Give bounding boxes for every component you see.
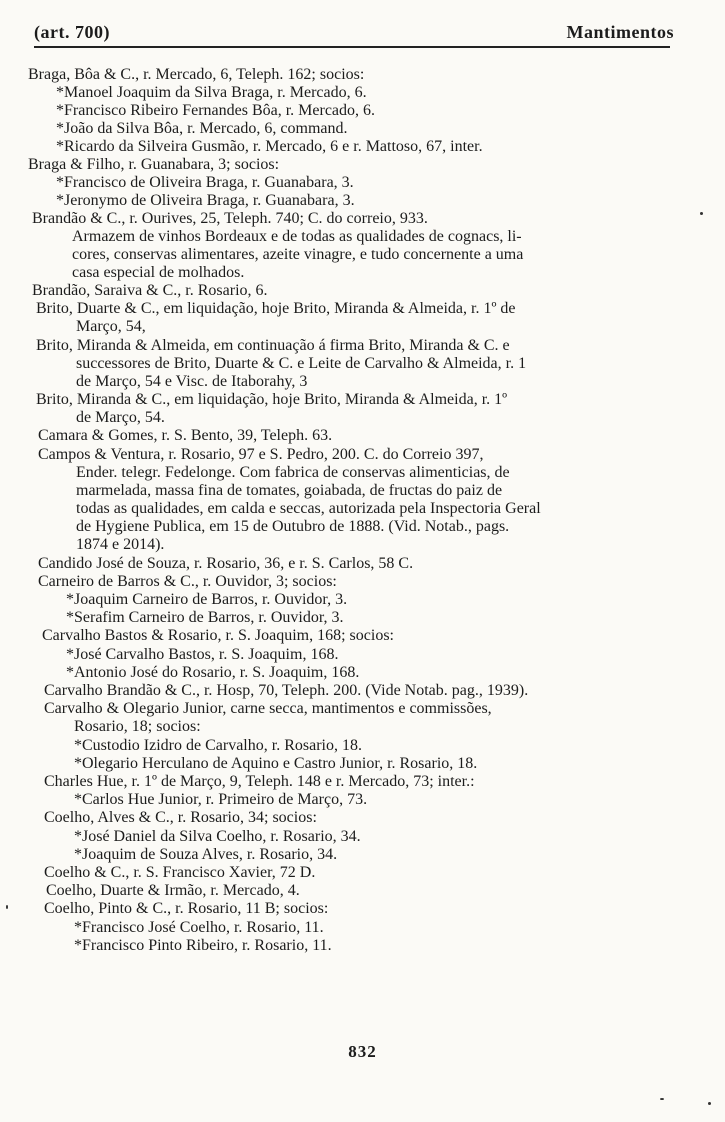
page-number: 832 (348, 1042, 377, 1061)
header-rule (34, 46, 670, 48)
entry-line: Campos & Ventura, r. Rosario, 97 e S. Pedro, 200. C. do Correio 397, (38, 446, 484, 463)
entry-line: Brito, Duarte & C., em liquidação, hoje Brito, Miranda & Almeida, r. 1º de (36, 300, 516, 317)
entry-line: *Ricardo da Silveira Gusmão, r. Mercado, 6 e r. Mattoso, 67, inter. (56, 138, 483, 155)
header-section-title: Mantimentos (566, 22, 674, 42)
entry-line: Brito, Miranda & C., em liquidação, hoje Brito, Miranda & Almeida, r. 1º (36, 391, 508, 408)
entry-line: *Carlos Hue Junior, r. Primeiro de Março, 73. (74, 791, 368, 808)
entry-line: Março, 54, (76, 318, 146, 335)
entry-line: marmelada, massa fina de tomates, goiabada, de fructas do paiz de (76, 482, 503, 499)
entry-line: Camara & Gomes, r. S. Bento, 39, Teleph. 63. (38, 427, 333, 444)
entry-line: *Custodio Izidro de Carvalho, r. Rosario, 18. (74, 737, 362, 754)
entry-line: *Francisco de Oliveira Braga, r. Guanabara, 3. (56, 174, 354, 191)
entry-line: *Olegario Herculano de Aquino e Castro Junior, r. Rosario, 18. (74, 755, 478, 772)
entry-line: Ender. telegr. Fedelonge. Com fabrica de conservas alimenticias, de (76, 464, 510, 481)
entry-line: Candido José de Souza, r. Rosario, 36, e r. S. Carlos, 58 C. (38, 555, 414, 572)
entry-line: *Joaquim Carneiro de Barros, r. Ouvidor, 3. (66, 591, 348, 608)
entry-line: Coelho & C., r. S. Francisco Xavier, 72 D. (44, 864, 316, 881)
entry-line: *Serafim Carneiro de Barros, r. Ouvidor, 3. (66, 609, 344, 626)
print-speck (660, 1098, 664, 1100)
entry-line: *Antonio José do Rosario, r. S. Joaquim, 168. (66, 664, 360, 681)
entry-line: successores de Brito, Duarte & C. e Leite de Carvalho & Almeida, r. 1 (76, 355, 527, 372)
entry-line: Armazem de vinhos Bordeaux e de todas as qualidades de cognacs, li- (72, 228, 522, 245)
entry-line: casa especial de molhados. (72, 264, 245, 281)
entry-line: Rosario, 18; socios: (74, 718, 201, 735)
print-speck (700, 212, 703, 215)
entry-line: de Março, 54 e Visc. de Itaborahy, 3 (76, 373, 308, 390)
print-speck (708, 1102, 711, 1105)
entry-line: *Francisco Pinto Ribeiro, r. Rosario, 11. (74, 937, 332, 954)
entry-line: *Jeronymo de Oliveira Braga, r. Guanabara, 3. (56, 192, 355, 209)
entry-line: Carvalho Brandão & C., r. Hosp, 70, Teleph. 200. (Vide Notab. pag., 1939). (44, 682, 529, 699)
entry-line: Braga & Filho, r. Guanabara, 3; socios: (28, 156, 280, 173)
print-speck (6, 905, 8, 909)
entry-line: *José Daniel da Silva Coelho, r. Rosario, 34. (74, 828, 361, 845)
entry-line: de Hygiene Publica, em 15 de Outubro de 1888. (Vid. Notab., pags. (76, 518, 510, 535)
entry-line: *Francisco Ribeiro Fernandes Bôa, r. Mercado, 6. (56, 102, 376, 119)
entry-line: *Joaquim de Souza Alves, r. Rosario, 34. (74, 846, 338, 863)
running-header (34, 22, 674, 44)
header-article-ref: (art. 700) (34, 22, 110, 42)
entry-line: Brandão, Saraiva & C., r. Rosario, 6. (32, 282, 268, 299)
entry-line: *João da Silva Bôa, r. Mercado, 6, command. (56, 120, 348, 137)
entry-line: *José Carvalho Bastos, r. S. Joaquim, 168. (66, 646, 339, 663)
entry-line: Carneiro de Barros & C., r. Ouvidor, 3; socios: (38, 573, 337, 590)
entry-line: Charles Hue, r. 1º de Março, 9, Teleph. 148 e r. Mercado, 73; inter.: (44, 773, 475, 790)
entry-line: de Março, 54. (76, 409, 165, 426)
entry-line: todas as qualidades, em calda e seccas, autorizada pela Inspectoria Geral (76, 500, 541, 517)
entry-line: Coelho, Pinto & C., r. Rosario, 11 B; socios: (44, 900, 329, 917)
entry-line: Coelho, Duarte & Irmão, r. Mercado, 4. (46, 882, 300, 899)
entry-line: *Francisco José Coelho, r. Rosario, 11. (74, 919, 324, 936)
entry-line: Carvalho Bastos & Rosario, r. S. Joaquim, 168; socios: (42, 627, 394, 644)
entry-line: Coelho, Alves & C., r. Rosario, 34; socios: (44, 809, 317, 826)
entry-line: Braga, Bôa & C., r. Mercado, 6, Teleph. 162; socios: (28, 66, 365, 83)
entry-line: Brito, Miranda & Almeida, em continuação á firma Brito, Miranda & C. e (36, 337, 510, 354)
entry-line: *Manoel Joaquim da Silva Braga, r. Mercado, 6. (56, 84, 367, 101)
entry-line: Carvalho & Olegario Junior, carne secca, mantimentos e commissões, (44, 700, 492, 717)
entry-line: 1874 e 2014). (76, 536, 165, 553)
entry-line: cores, conservas alimentares, azeite vinagre, e tudo concernente a uma (72, 246, 524, 263)
entry-line: Brandão & C., r. Ourives, 25, Teleph. 740; C. do correio, 933. (32, 210, 428, 227)
